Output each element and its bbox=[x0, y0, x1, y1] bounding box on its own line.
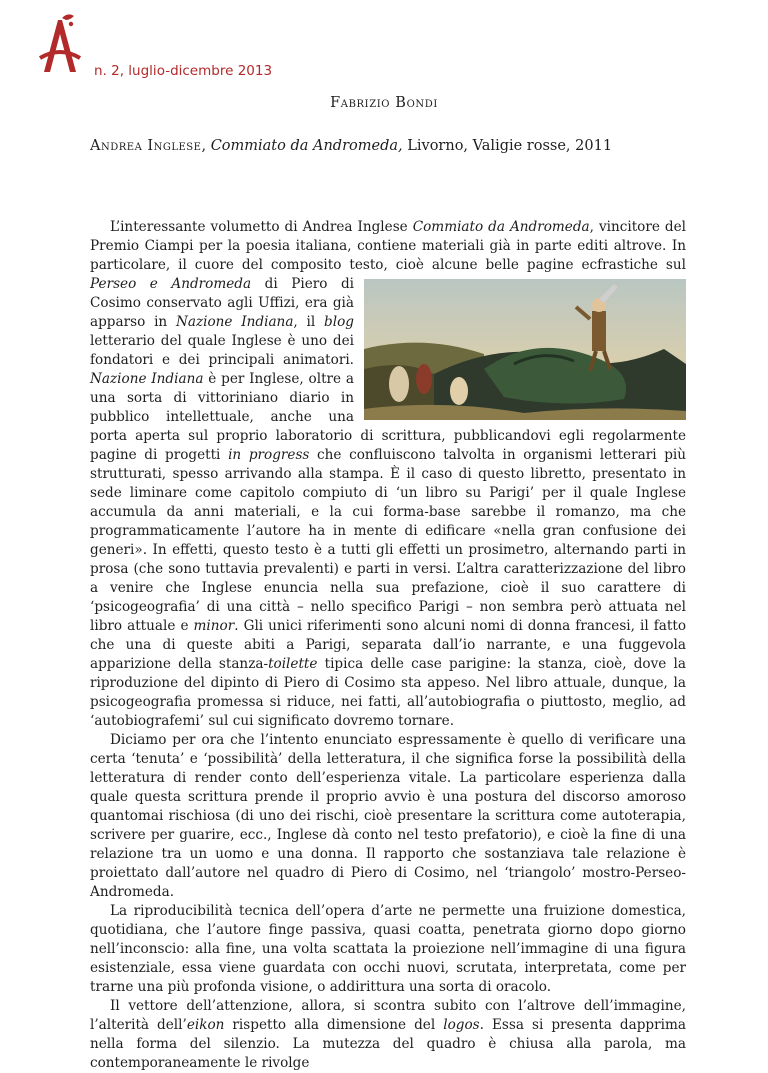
text-run: . Essa si presenta dapprima nella forma del silenzio. La mutezza del quadro è chiusa alla parola, ma contemporaneamente le rivolge bbox=[90, 1017, 686, 1071]
article-author: Fabrizio Bondi bbox=[330, 95, 438, 111]
painting-image bbox=[364, 279, 686, 420]
reviewed-book-line: Andrea Inglese, Commiato da Andromeda, Livorno, Valigie rosse, 2011 bbox=[90, 138, 613, 154]
text-run: in progress bbox=[228, 447, 310, 463]
text-run: . Gli unici riferimenti sono alcuni nomi di donna francesi, il fatto che una di queste abiti a Parigi, separata dall’io narrante, e una fuggevola apparizione della stanza- bbox=[90, 618, 686, 672]
reviewed-author: Andrea Inglese bbox=[90, 138, 202, 154]
journal-logo-icon bbox=[38, 12, 82, 76]
text-run: , il bbox=[293, 314, 325, 330]
text-run: blog bbox=[324, 314, 354, 330]
reviewed-publication: Livorno, Valigie rosse, 2011 bbox=[402, 138, 613, 154]
text-run: Commiato da Andromeda bbox=[412, 219, 590, 235]
issue-label: n. 2, luglio-dicembre 2013 bbox=[94, 63, 273, 79]
text-run: Nazione Indiana bbox=[90, 371, 204, 387]
text-run: letterario del quale Inglese è uno dei fondatori e dei principali animatori. bbox=[90, 333, 354, 368]
text-run: rispetto alla dimensione del bbox=[224, 1017, 444, 1033]
text-run: tipica delle case parigine: la stanza, cioè, dove la riproduzione del dipinto di Piero di Cosimo sta appeso. Nel libro attuale, dunque, la psicogeografia promessa si riduce, nei fatti, all’autobiografia o piuttosto, meglio, ad ‘autobiografemi’ sul cui significato dovremo tornare. bbox=[90, 656, 686, 729]
paragraph-3: La riproducibilità tecnica dell’opera d’arte ne permette una fruizione domestica, quotidiana, che l’autore finge passiva, quasi coatta, penetrata giorno dopo giorno nell’inconscio: alla fine, una volta scattata la proiezione nell’immagine di una figura esistenziale, essa viene guardata con occhi nuovi, scrutata, interpretata, come per trarne una più profonda visione, o addirittura una sorta di oracolo. bbox=[90, 903, 686, 995]
text-run: che confluiscono talvolta in organismi letterari più strutturati, spesso arrivando alla stampa. È il caso di questo libretto, presentato in sede liminare come capitolo compiuto di ‘un libro su Parigi’ per il quale Inglese accumula da anni materiali, e la cui forma-base sarebbe il romanzo, ma che programmaticamente l’autore ha in mente di edificare «nella gran confusione dei generi». In effetti, questo testo è a tutti gli effetti un prosimetro, alternando parti in prosa (che sono tuttavia prevalenti) e parti in versi. L’altra caratterizzazione del libro a venire che Inglese enuncia nella sua prefazione, cioè il suo carattere di ‘psicogeografia’ di una città – nello specifico Parigi – non sembra però attuata nel libro attuale e bbox=[90, 447, 687, 634]
text-run: , vincitore del Premio Ciampi per la poesia italiana, contiene materiali già in parte editi altrove. In particolare, il cuore del composito testo, cioè alcune belle pagine ecfrastiche sul bbox=[90, 219, 686, 273]
text-run: L’interessante volumetto di Andrea Inglese bbox=[110, 219, 413, 235]
text-run: minor bbox=[193, 618, 235, 634]
text-run: di Piero di Cosimo conservato agli Uffizi, era già apparso in bbox=[90, 276, 354, 330]
paragraph-2: Diciamo per ora che l’intento enunciato espressamente è quello di verificare una certa ‘tenuta’ e ‘possibilità’ della letteratura, il che significa forse la possibilità della letteratura di render conto dell’esperienza vitale. La particolare esperienza dalla quale questa scrittura prende il proprio avvio è una postura del discorso amoroso quantomai rischiosa (di uno dei rischi, cioè presentare la scrittura come autoterapia, scrivere per guarire, ecc., Inglese dà conto nel testo prefatorio), e cioè la fine di una relazione tra un uomo e una donna. Il rapporto che sostanziava tale relazione è proiettato dall’autore nel quadro di Piero di Cosimo, nel ‘triangolo’ mostro-Perseo-Andromeda. bbox=[90, 732, 686, 900]
text-run: Perseo e Andromeda bbox=[90, 276, 252, 292]
text-run: logos bbox=[443, 1017, 480, 1033]
text-run: eikon bbox=[186, 1017, 225, 1033]
article-body bbox=[90, 218, 686, 1073]
paragraph-1 bbox=[90, 218, 686, 731]
text-run: Il vettore dell’attenzione, allora, si scontra subito con l’altrove dell’immagine, l’alterità dell’ bbox=[90, 998, 686, 1033]
reviewed-title: Commiato da Andromeda, bbox=[210, 138, 403, 154]
paragraph-4 bbox=[90, 997, 686, 1073]
text-run: Nazione Indiana bbox=[175, 314, 294, 330]
text-run: toilette bbox=[268, 656, 318, 672]
text-run: è per Inglese, oltre a una sorta di vittoriniano diario in pubblico intellettuale, anche una porta aperta sul proprio laboratorio di scrittura, pubblicandovi egli regolarmente pagine di progetti bbox=[90, 371, 686, 463]
